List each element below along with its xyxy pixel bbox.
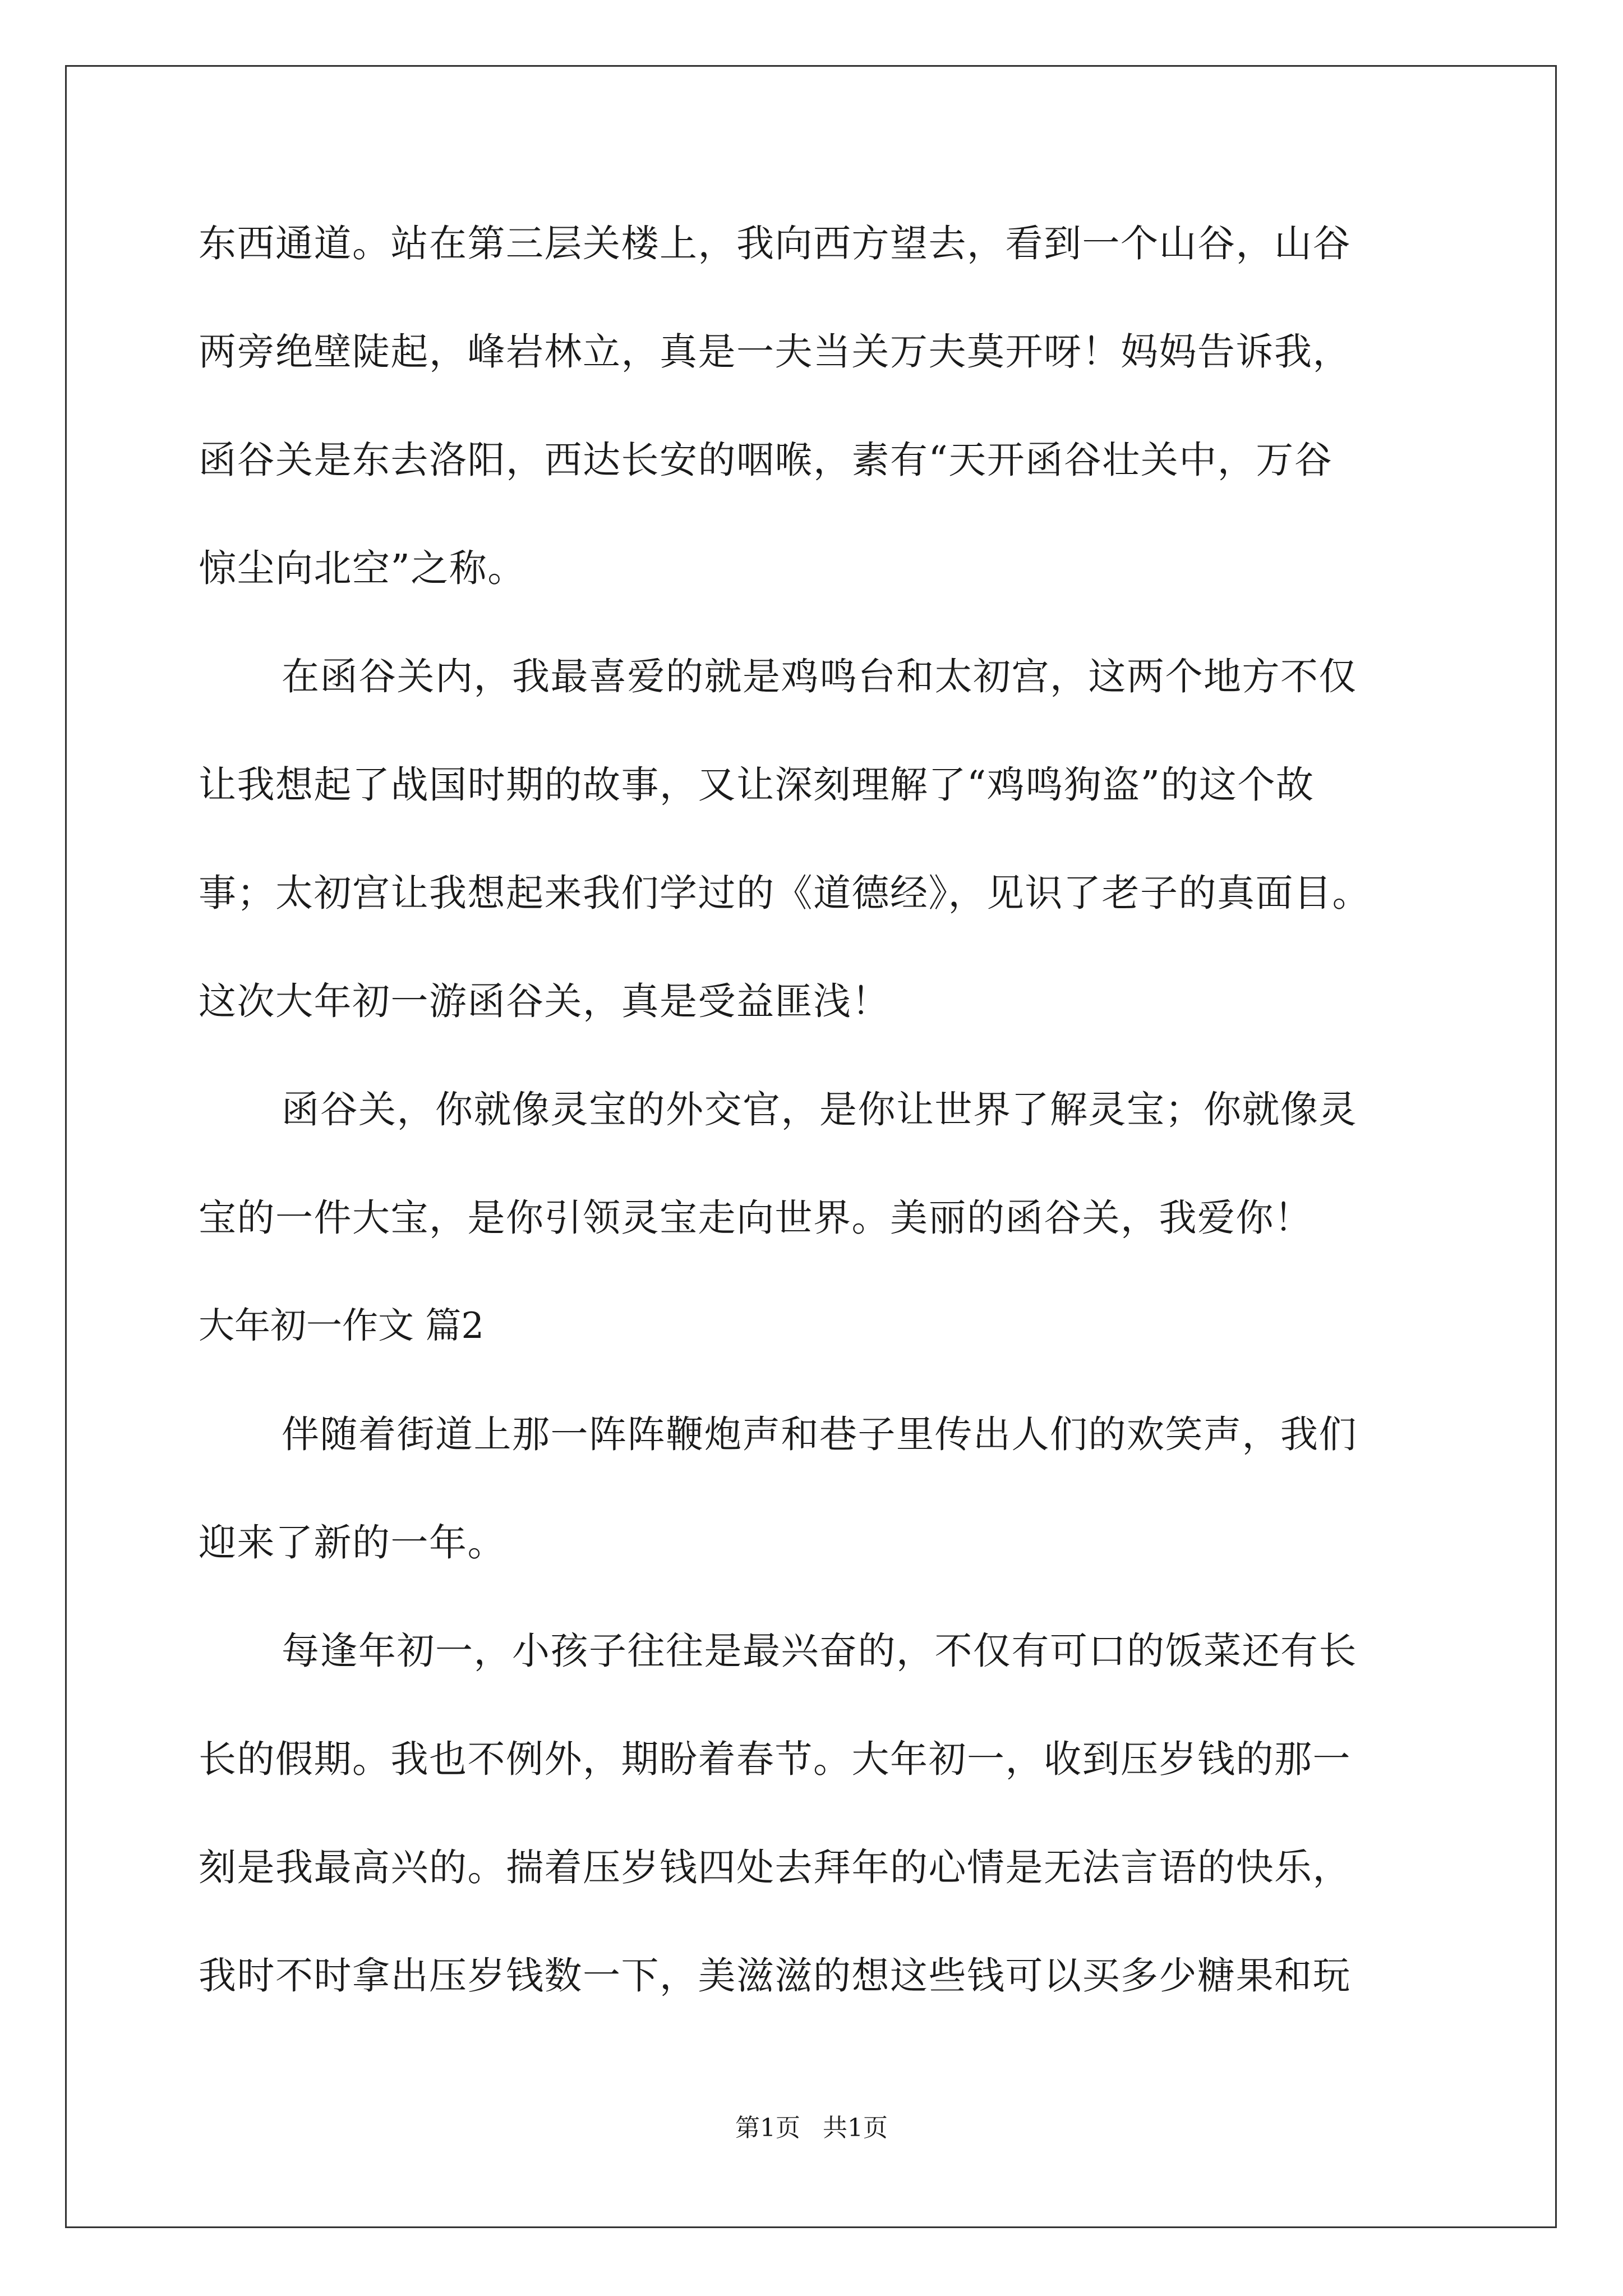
page-footer — [0, 2113, 1623, 2144]
section-heading: 大年初一作文 篇2 — [199, 1305, 485, 1347]
text-line: 两旁绝壁陡起，峰岩林立，真是一夫当关万夫莫开呀！妈妈告诉我， — [199, 330, 1351, 374]
text-line: 刻是我最高兴的。揣着压岁钱四处去拜年的心情是无法言语的快乐， — [199, 1846, 1351, 1889]
paragraph-first-line: 伴随着街道上那一阵阵鞭炮声和巷子里传出人们的欢笑声，我们 — [282, 1412, 1357, 1456]
document-body — [199, 217, 1432, 2057]
paragraph-first-line: 在函谷关内，我最喜爱的就是鸡鸣台和太初宫，这两个地方不仅 — [282, 655, 1357, 698]
text-line: 我时不时拿出压岁钱数一下，美滋滋的想这些钱可以买多少糖果和玩 — [199, 1954, 1351, 1998]
paragraph-first-line: 每逢年初一，小孩子往往是最兴奋的，不仅有可口的饭菜还有长 — [282, 1629, 1357, 1673]
text-line: 让我想起了战国时期的故事，又让深刻理解了“鸡鸣狗盗”的这个故 — [199, 763, 1315, 807]
text-line: 这次大年初一游函谷关，真是受益匪浅！ — [199, 979, 890, 1023]
paragraph-first-line: 函谷关，你就像灵宝的外交官，是你让世界了解灵宝；你就像灵 — [282, 1088, 1357, 1131]
text-line: 函谷关是东去洛阳，西达长安的咽喉，素有“天开函谷壮关中，万谷 — [199, 438, 1333, 482]
text-line: 东西通道。站在第三层关楼上，我向西方望去，看到一个山谷，山谷 — [199, 222, 1351, 265]
page-number-total: 共1页 — [823, 2114, 888, 2142]
page-number-current: 第1页 — [735, 2114, 800, 2142]
text-line: 宝的一件大宝，是你引领灵宝走向世界。美丽的函谷关，我爱你！ — [199, 1196, 1313, 1240]
text-line: 迎来了新的一年。 — [199, 1521, 506, 1565]
text-line: 事；太初宫让我想起来我们学过的《道德经》，见识了老子的真面目。 — [199, 871, 1371, 915]
text-line: 长的假期。我也不例外，期盼着春节。大年初一，收到压岁钱的那一 — [199, 1737, 1351, 1781]
text-line: 惊尘向北空”之称。 — [199, 546, 526, 590]
